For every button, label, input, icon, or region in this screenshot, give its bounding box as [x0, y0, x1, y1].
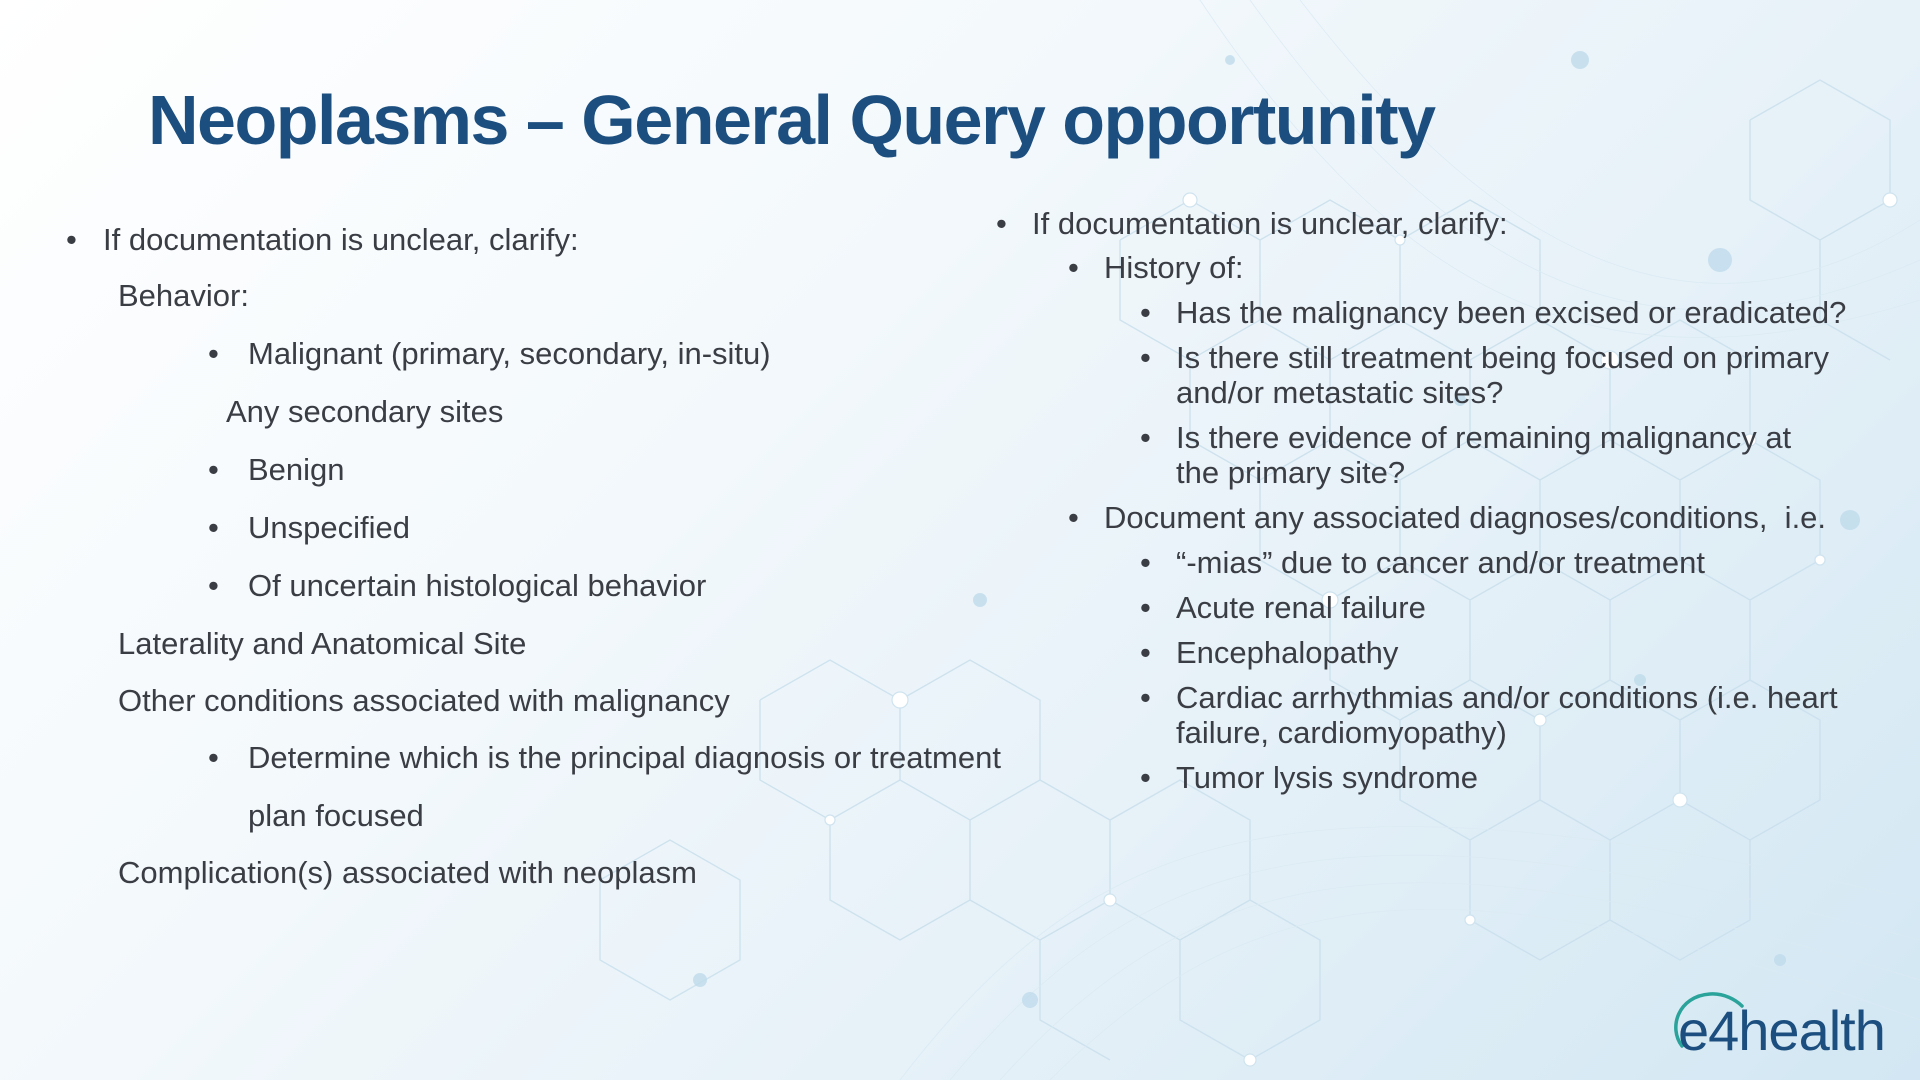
laterality-label: Laterality and Anatomical Site: [118, 626, 527, 661]
associated-subitem-text: “-mias” due to cancer and/or treatment: [1176, 545, 1705, 580]
slide-title: Neoplasms – General Query opportunity: [148, 81, 1435, 159]
associated-item: [1068, 500, 1896, 535]
bullet-glyph: •: [1068, 500, 1079, 535]
associated-subitem: [1140, 680, 1876, 750]
history-subitem-text: Is there still treatment being focused on primary and/or metastatic sites?: [1176, 340, 1830, 410]
bullet-glyph: •: [208, 568, 219, 603]
uncertain-item: Of uncertain histological behavior: [248, 568, 707, 603]
associated-subitem: [1140, 635, 1896, 670]
determine-item-line1: Determine which is the principal diagnosis or treatment: [248, 740, 1001, 775]
history-subitem-text: Is there evidence of remaining malignancy at the primary site?: [1176, 420, 1792, 490]
behavior-label: Behavior:: [118, 278, 249, 313]
e4health-logo: [1668, 990, 1900, 1060]
associated-subitem: [1140, 590, 1896, 625]
other-conditions-label: Other conditions associated with malignancy: [118, 683, 730, 718]
bullet-glyph: •: [208, 740, 219, 775]
associated-subitem: [1140, 545, 1896, 580]
benign-item: Benign: [248, 452, 345, 487]
associated-subitem-text: Encephalopathy: [1176, 635, 1399, 670]
bullet-glyph: •: [1140, 635, 1151, 670]
bullet-glyph: •: [1140, 295, 1151, 330]
bullet-glyph: •: [1140, 420, 1151, 455]
bullet-glyph: •: [1140, 590, 1151, 625]
complications-label: Complication(s) associated with neoplasm: [118, 855, 697, 890]
bullet-glyph: •: [66, 222, 77, 257]
history-subitem: [1140, 295, 1896, 330]
right-intro: If documentation is unclear, clarify:: [1032, 206, 1508, 241]
bullet-glyph: •: [996, 206, 1007, 241]
bullet-glyph: •: [1140, 545, 1151, 580]
history-label: History of:: [1104, 250, 1244, 285]
left-intro: If documentation is unclear, clarify:: [103, 222, 579, 257]
secondary-sites-item: Any secondary sites: [226, 394, 504, 429]
determine-item-line2: plan focused: [248, 798, 424, 833]
right-column: [996, 206, 1896, 795]
associated-subitem-text: Cardiac arrhythmias and/or conditions (i.e. heart failure, cardiomyopathy): [1176, 680, 1838, 750]
history-item: [1068, 250, 1896, 285]
bullet-glyph: •: [208, 452, 219, 487]
bullet-glyph: •: [1140, 680, 1151, 715]
history-subitem: [1140, 420, 1836, 490]
logo-wordmark: e4health: [1678, 999, 1885, 1060]
history-subitem-text: Has the malignancy been excised or eradicated?: [1176, 295, 1847, 330]
associated-label: Document any associated diagnoses/conditions, i.e.: [1104, 500, 1827, 535]
associated-subitem-text: Acute renal failure: [1176, 590, 1426, 625]
associated-subitem: [1140, 760, 1896, 795]
unspecified-item: Unspecified: [248, 510, 410, 545]
bullet-glyph: •: [1068, 250, 1079, 285]
bullet-glyph: •: [208, 510, 219, 545]
bullet-glyph: •: [208, 336, 219, 371]
bullet-glyph: •: [1140, 760, 1151, 795]
right-intro-item: [996, 206, 1896, 241]
malignant-item: Malignant (primary, secondary, in-situ): [248, 336, 771, 371]
associated-subitem-text: Tumor lysis syndrome: [1176, 760, 1479, 795]
history-subitem: [1140, 340, 1866, 410]
bullet-glyph: •: [1140, 340, 1151, 375]
